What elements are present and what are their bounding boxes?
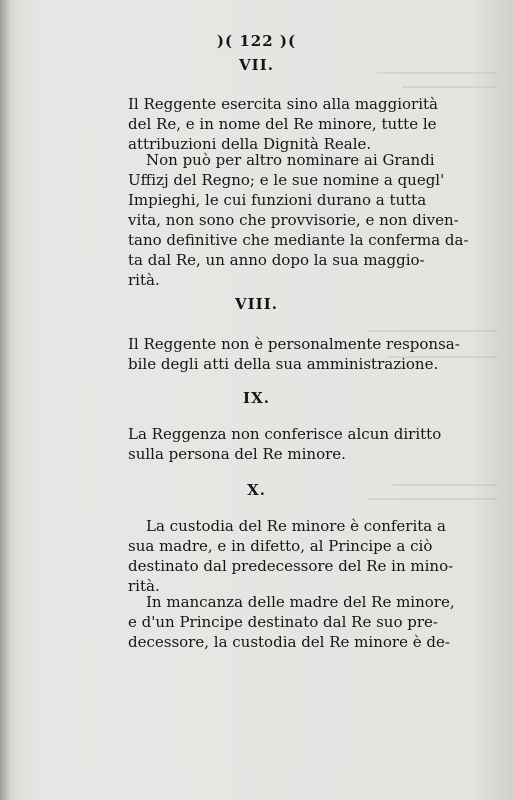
section-ix-paragraph (128, 424, 478, 464)
text-line: tano definitive che mediante la conferma da- (128, 231, 469, 249)
text-line: attribuzioni della Dignità Reale. (128, 135, 372, 153)
section-heading-viii: VIII. (235, 295, 278, 313)
section-x-paragraph-2 (128, 592, 478, 652)
text-line: bile degli atti della sua amministrazione. (128, 355, 439, 373)
text-line: Non può per altro nominare ai Grandi (146, 151, 435, 169)
text-line: La custodia del Re minore è conferita a (146, 517, 446, 535)
text-line: Impieghi, le cui funzioni durano a tutta (128, 191, 427, 209)
text-line: La Reggenza non conferisce alcun diritto (128, 425, 442, 443)
section-vii-paragraph-1 (128, 94, 478, 154)
section-heading-vii: VII. (239, 56, 274, 74)
section-viii-paragraph (128, 334, 478, 374)
show-through-mark (367, 330, 497, 332)
text-line: vita, non sono che provvisorie, e non diven- (128, 211, 459, 229)
section-vii-paragraph-2 (128, 150, 478, 290)
text-line: Il Reggente non è personalmente responsa- (128, 335, 460, 353)
text-line: In mancanza delle madre del Re minore, (146, 593, 455, 611)
section-heading-x: X. (247, 481, 266, 499)
section-x-paragraph-1 (128, 516, 478, 596)
text-line: decessore, la custodia del Re minore è de- (128, 633, 450, 651)
text-line: sulla persona del Re minore. (128, 445, 346, 463)
text-line: rità. (128, 577, 160, 595)
text-line: e d'un Principe destinato dal Re suo pre- (128, 613, 438, 631)
text-line: Il Reggente esercita sino alla maggiorità (128, 95, 438, 113)
text-line: sua madre, e in difetto, al Principe a ciò (128, 537, 433, 555)
page-number-header: )( 122 )( (216, 32, 297, 50)
text-line: Uffizj del Regno; e le sue nomine a quegl' (128, 171, 445, 189)
text-line: rità. (128, 271, 160, 289)
section-heading-ix: IX. (243, 389, 270, 407)
text-line: del Re, e in nome del Re minore, tutte le (128, 115, 437, 133)
text-line: destinato dal predecessore del Re in mino- (128, 557, 454, 575)
text-line: ta dal Re, un anno dopo la sua maggio- (128, 251, 425, 269)
show-through-mark (402, 86, 497, 88)
